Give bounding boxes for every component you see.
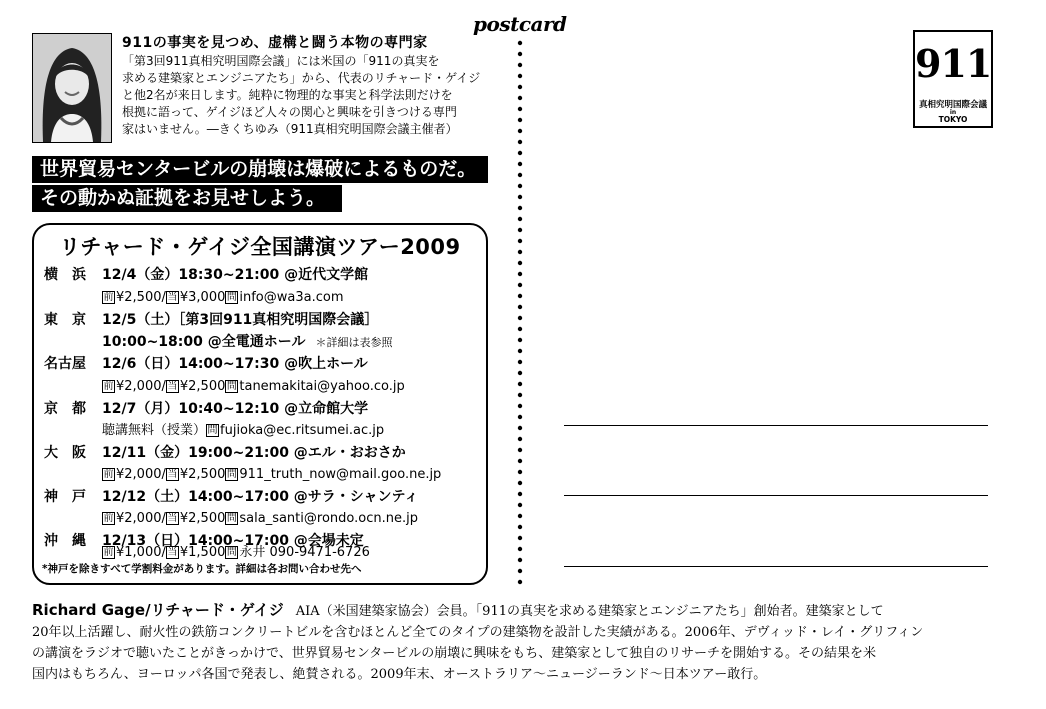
perforation-dot (518, 338, 522, 342)
perforation-dot (518, 525, 522, 529)
perforation-dot (518, 140, 522, 144)
perforation-dot (518, 470, 522, 474)
advance-ticket-mark: 前 (103, 292, 114, 303)
perforation-dot (518, 96, 522, 100)
advance-ticket-mark: 前 (103, 513, 114, 524)
event-detail-tokyo (102, 333, 392, 352)
door-ticket-mark: 当 (167, 381, 178, 392)
inquiry-mark: 問 (226, 513, 237, 524)
door-ticket-mark: 当 (167, 513, 178, 524)
door-price: ¥3,000 (179, 290, 226, 305)
advance-price: ¥1,000/ (116, 545, 166, 560)
perforation-dot (518, 459, 522, 463)
bio-line: 20年以上活躍し、耐火性の鉄筋コンクリートビルを含むほとんど全てのタイプの建築物を設計した実績がある。2006年、デヴィッド・レイ・グリフィン (32, 625, 924, 640)
door-ticket-mark: 当 (167, 292, 178, 303)
tour-schedule-box (32, 223, 488, 585)
intro-line: 「第3回911真相究明国際会議」には米国の「911の真実を (122, 54, 440, 68)
door-price: ¥1,500 (179, 545, 226, 560)
door-price: ¥2,500 (179, 379, 226, 394)
event-time-venue: 10:00~18:00 @全電通ホール (102, 334, 306, 350)
event-city: 横 浜 (44, 267, 86, 283)
event-datetime-venue: 12/11（金）19:00~21:00 @エル・おおさか (102, 445, 406, 461)
perforation-dot (518, 173, 522, 177)
perforation-dot (518, 371, 522, 375)
admission-note: 聴講無料（授業） (102, 423, 207, 438)
event-city: 東 京 (44, 312, 86, 328)
intro-line: 求める建築家とエンジニアたち」から、代表のリチャード・ゲイジ (122, 71, 481, 85)
event-kobe (44, 488, 418, 506)
perforation-dot (518, 85, 522, 89)
address-line-3 (564, 566, 988, 567)
perforation-dot (518, 404, 522, 408)
bio-text: AIA（米国建築家協会）会員。「911の真実を求める建築家とエンジニアたち」創始者。建築家として (295, 604, 884, 619)
event-contact: 永井 090-9471-6726 (239, 545, 370, 560)
event-contact: 911_truth_now@mail.goo.ne.jp (239, 467, 442, 482)
event-detail-kyoto (102, 422, 384, 440)
perforation-dot (518, 63, 522, 67)
perforation-dot (518, 382, 522, 386)
stamp-name: 真相究明国際会議 (918, 100, 987, 110)
event-datetime-venue: 12/4（金）18:30~21:00 @近代文学館 (102, 267, 369, 283)
door-price: ¥2,500 (179, 467, 226, 482)
perforation-dot (518, 239, 522, 243)
event-note: ＊詳細は表参照 (315, 336, 393, 349)
speaker-name: Richard Gage/リチャード・ゲイジ (32, 601, 284, 619)
intro-line: 根拠に語って、ゲイジほど人々の関心と興味を引きつける専門 (122, 105, 457, 119)
event-datetime-venue: 12/6（日）14:00~17:30 @吹上ホール (102, 356, 368, 372)
event-datetime-venue: 12/12（土）14:00~17:00 @サラ・シャンティ (102, 489, 419, 505)
perforation-dot (518, 547, 522, 551)
perforation-dot (518, 107, 522, 111)
event-detail-yokohama (102, 289, 344, 307)
perforation-dot (518, 481, 522, 485)
perforation-dot (518, 41, 522, 45)
advance-price: ¥2,500/ (116, 290, 166, 305)
perforation-dot (518, 129, 522, 133)
stamp-logo (913, 30, 993, 128)
perforation-dot (518, 580, 522, 584)
address-line-1 (564, 425, 988, 426)
perforation-dot (518, 437, 522, 441)
perforation-dot (518, 305, 522, 309)
event-datetime-venue: 12/5（土）［第3回911真相究明国際会議］ (102, 312, 379, 328)
intro-line: と他2名が来日します。純粋に物理的な事実と科学法則だけを (122, 88, 453, 102)
inquiry-mark: 問 (207, 425, 218, 436)
door-ticket-mark: 当 (167, 469, 178, 480)
perforation-dot (518, 228, 522, 232)
perforation-dot (518, 217, 522, 221)
perforation-dot (518, 558, 522, 562)
advance-ticket-mark: 前 (103, 381, 114, 392)
event-city: 神 戸 (44, 489, 86, 505)
event-datetime-venue: 12/13（日）14:00~17:00 @会場未定 (102, 533, 364, 549)
perforation-dot (518, 74, 522, 78)
perforation-divider (517, 40, 523, 586)
perforation-dot (518, 316, 522, 320)
event-osaka (44, 444, 406, 462)
perforation-dot (518, 492, 522, 496)
bio-line (32, 600, 1022, 622)
door-price: ¥2,500 (179, 511, 226, 526)
inquiry-mark: 問 (226, 381, 237, 392)
perforation-dot (518, 272, 522, 276)
perforation-dot (518, 118, 522, 122)
inquiry-mark: 問 (226, 547, 237, 558)
event-city: 沖 縄 (44, 533, 86, 549)
perforation-dot (518, 514, 522, 518)
perforation-dot (518, 349, 522, 353)
perforation-dot (518, 261, 522, 265)
perforation-dot (518, 569, 522, 573)
address-line-2 (564, 495, 988, 496)
perforation-dot (518, 536, 522, 540)
perforation-dot (518, 250, 522, 254)
bio-line: の講演をラジオで聴いたことがきっかけで、世界貿易センタービルの崩壊に興味をもち、建築家として独自のリサーチを開始する。その結果を米 (32, 646, 876, 661)
event-detail-nagoya (102, 378, 405, 396)
intro-line: 家はいません。―きくちゆみ（911真相究明国際会議主催者） (122, 122, 458, 136)
postcard-label: postcard (473, 12, 567, 36)
perforation-dot (518, 206, 522, 210)
door-ticket-mark: 当 (167, 547, 178, 558)
event-detail-okinawa (102, 544, 370, 562)
event-contact: sala_santi@rondo.ocn.ne.jp (239, 511, 418, 526)
advance-price: ¥2,000/ (116, 467, 166, 482)
inquiry-mark: 問 (226, 469, 237, 480)
perforation-dot (518, 327, 522, 331)
perforation-dot (518, 283, 522, 287)
speaker-bio (32, 600, 1022, 685)
perforation-dot (518, 426, 522, 430)
event-detail-kobe (102, 510, 418, 528)
banner-line-1: 世界貿易センタービルの崩壊は爆破によるものだ。 (32, 156, 488, 183)
intro-title: 911の事実を見つめ、虚構と闘う本物の専門家 (122, 35, 428, 51)
stamp-in: in (949, 109, 957, 116)
perforation-dot (518, 294, 522, 298)
portrait-illustration (33, 34, 111, 142)
event-city: 京 都 (44, 401, 86, 417)
stamp-city: TOKYO (938, 115, 968, 124)
perforation-dot (518, 415, 522, 419)
portrait-photo (32, 33, 112, 143)
event-contact: info@wa3a.com (239, 290, 344, 305)
event-tokyo (44, 311, 378, 329)
advance-ticket-mark: 前 (103, 469, 114, 480)
perforation-dot (518, 448, 522, 452)
perforation-dot (518, 52, 522, 56)
perforation-dot (518, 162, 522, 166)
event-city: 大 阪 (44, 445, 86, 461)
stamp-number: 911 (915, 41, 992, 86)
tour-title: リチャード・ゲイジ全国講演ツアー2009 (59, 235, 461, 259)
bio-line: 国内はもちろん、ヨーロッパ各国で発表し、絶賛される。2009年末、オーストラリア～ニュージーランド～日本ツアー敢行。 (32, 667, 767, 682)
intro-body (122, 53, 502, 138)
advance-price: ¥2,000/ (116, 379, 166, 394)
event-datetime-venue: 12/7（月）10:40~12:10 @立命館大学 (102, 401, 369, 417)
advance-ticket-mark: 前 (103, 547, 114, 558)
event-yokohama (44, 266, 368, 284)
event-kyoto (44, 400, 368, 418)
schedule-footnote: *神戸を除きすべて学割料金があります。詳細は各お問い合わせ先へ (42, 563, 362, 575)
event-nagoya (44, 355, 368, 373)
perforation-dot (518, 151, 522, 155)
event-detail-osaka (102, 466, 441, 484)
perforation-dot (518, 195, 522, 199)
perforation-dot (518, 393, 522, 397)
inquiry-mark: 問 (226, 292, 237, 303)
event-city: 名古屋 (44, 356, 86, 372)
perforation-dot (518, 360, 522, 364)
event-contact: fujioka@ec.ritsumei.ac.jp (220, 423, 385, 438)
banner-line-2: その動かぬ証拠をお見せしよう。 (32, 185, 342, 212)
advance-price: ¥2,000/ (116, 511, 166, 526)
perforation-dot (518, 503, 522, 507)
perforation-dot (518, 184, 522, 188)
event-contact: tanemakitai@yahoo.co.jp (239, 379, 405, 394)
headline-banner (32, 156, 490, 214)
